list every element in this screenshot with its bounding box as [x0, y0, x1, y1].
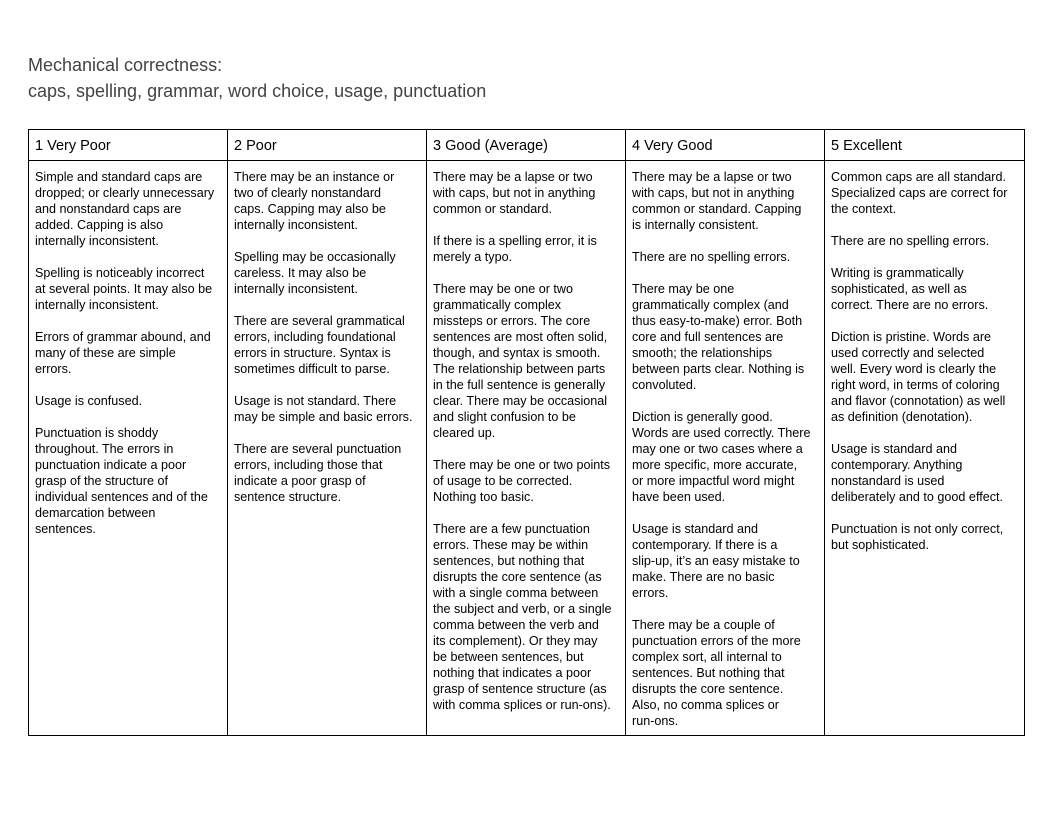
criterion-usage: Usage is confused. — [35, 394, 143, 408]
cell-very-good — [626, 161, 825, 736]
page-title: Mechanical correctness: — [28, 55, 223, 75]
criterion-punctuation: There are several punctuation errors, including those that indicate a poor grasp of sentence structure. — [234, 442, 402, 504]
page-title-block — [28, 52, 486, 104]
criterion-punctuation: Punctuation is not only correct, but sophisticated. — [831, 522, 1004, 552]
criterion-punctuation: There may be a couple of punctuation errors of the more complex sort, all internal to sentences. But nothing that disrupts the core sentence. Also, no comma splices or run-ons. — [632, 618, 801, 728]
criterion-spelling: If there is a spelling error, it is merely a typo. — [433, 234, 597, 264]
criterion-grammar: Writing is grammatically sophisticated, as well as correct. There are no errors. — [831, 266, 989, 312]
criterion-usage: Usage is standard and contemporary. If there is a slip-up, it’s an easy mistake to make. There are no basic errors. — [632, 522, 800, 600]
header-row — [29, 130, 1025, 161]
criterion-usage: Usage is standard and contemporary. Anything nonstandard is used deliberately and to good effect. — [831, 442, 1004, 504]
criterion-diction: Diction is pristine. Words are used correctly and selected well. Every word is clearly the right word, in terms of coloring and flavor (connotation) as well as definition (denotation). — [831, 330, 1006, 424]
criterion-caps: There may be an instance or two of clearly nonstandard caps. Capping may also be internally inconsistent. — [234, 170, 395, 232]
header-poor: 2 Poor — [228, 130, 427, 161]
criterion-grammar: Errors of grammar abound, and many of these are simple errors. — [35, 330, 211, 376]
cell-very-poor — [29, 161, 228, 736]
page-subtitle: caps, spelling, grammar, word choice, usage, punctuation — [28, 81, 487, 101]
header-good: 3 Good (Average) — [427, 130, 626, 161]
criterion-spelling: There are no spelling errors. — [831, 234, 990, 248]
header-very-good: 4 Very Good — [626, 130, 825, 161]
criterion-usage: There may be one or two points of usage to be corrected. Nothing too basic. — [433, 458, 611, 504]
criterion-caps: Common caps are all standard. Specialized caps are correct for the context. — [831, 170, 1008, 216]
criterion-caps: There may be a lapse or two with caps, but not in anything common or standard. Capping is internally consistent. — [632, 170, 802, 232]
criterion-caps: There may be a lapse or two with caps, but not in anything common or standard. — [433, 170, 596, 216]
header-very-poor: 1 Very Poor — [29, 130, 228, 161]
criterion-spelling: Spelling may be occasionally careless. It may also be internally inconsistent. — [234, 250, 396, 296]
header-excellent: 5 Excellent — [825, 130, 1025, 161]
cell-excellent — [825, 161, 1025, 736]
criterion-caps: Simple and standard caps are dropped; or clearly unnecessary and nonstandard caps are added. Capping is also internally inconsistent. — [35, 170, 215, 248]
criterion-grammar: There are several grammatical errors, including foundational errors in structure. Syntax is sometimes difficult to parse. — [234, 314, 405, 376]
criterion-spelling: There are no spelling errors. — [632, 250, 791, 264]
criterion-usage: Usage is not standard. There may be simple and basic errors. — [234, 394, 413, 424]
criterion-grammar: There may be one grammatically complex (and thus easy-to-make) error. Both core and full sentences are smooth; the relationships between parts clear. Nothing is convoluted. — [632, 282, 805, 392]
criterion-diction: Diction is generally good. Words are used correctly. There may one or two cases where a more specific, more accurate, or more impactful word might have been used. — [632, 410, 811, 504]
criterion-punctuation: Punctuation is shoddy throughout. The errors in punctuation indicate a poor grasp of the structure of individual sentences and of the demarcation between sentences. — [35, 426, 208, 536]
cell-good — [427, 161, 626, 736]
criterion-punctuation: There are a few punctuation errors. These may be within sentences, but nothing that disrupts the core sentence (as with a single comma between the subject and verb, or a single comma between the verb and its complement). Or they may be between sentences, but nothing that indicates a poor grasp of sentence structure (as with comma splices or run-ons). — [433, 522, 612, 712]
criteria-row — [29, 161, 1025, 736]
cell-poor — [228, 161, 427, 736]
criterion-spelling: Spelling is noticeably incorrect at several points. It may also be internally inconsistent. — [35, 266, 213, 312]
criterion-grammar: There may be one or two grammatically complex missteps or errors. The core sentences are most often solid, though, and syntax is smooth. The relationship between parts in the full sentence is generally clear. There may be occasional and slight confusion to be cleared up. — [433, 282, 608, 440]
rubric-table — [28, 129, 1025, 736]
